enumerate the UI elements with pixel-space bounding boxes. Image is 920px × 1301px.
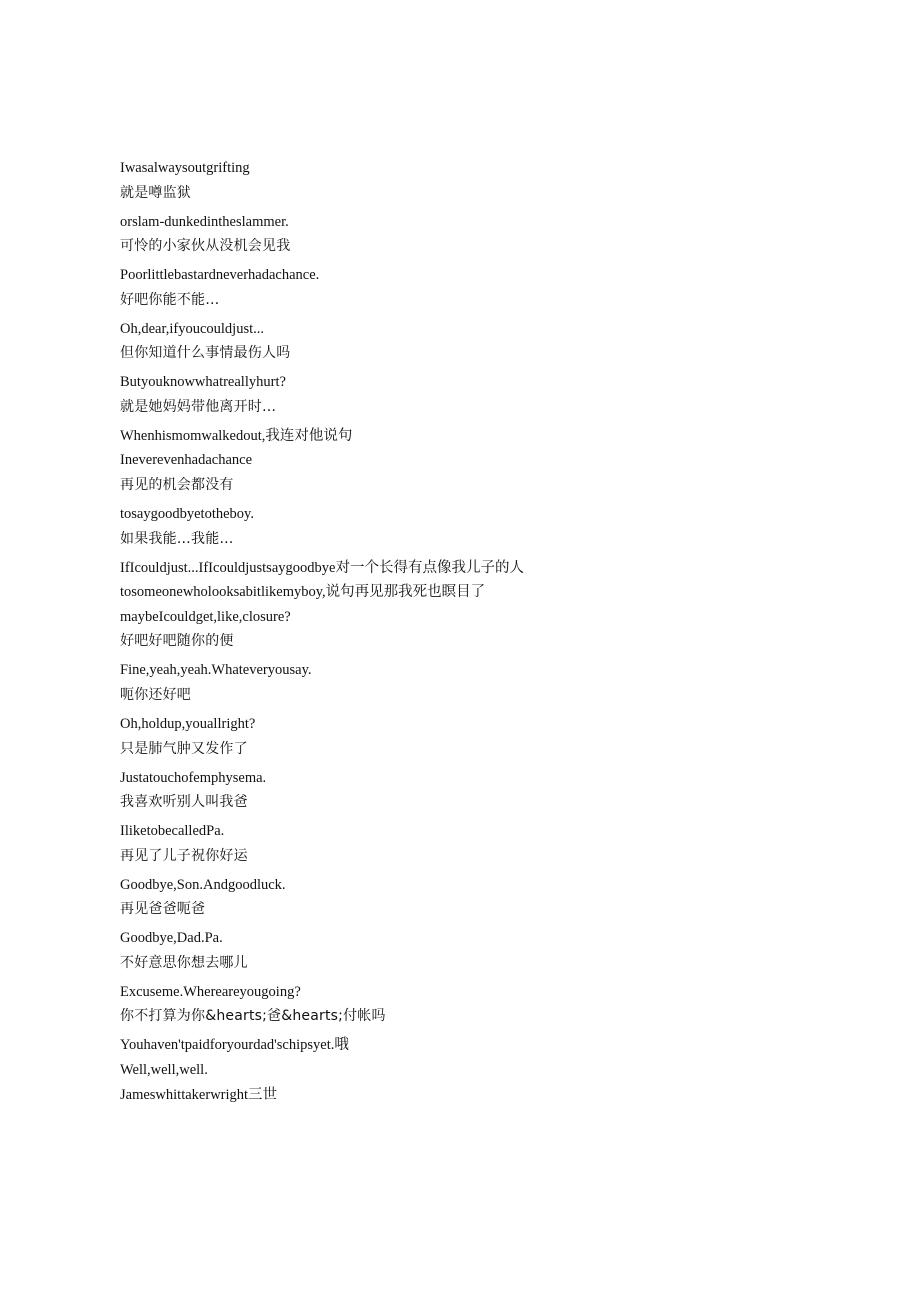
text-line: 好吧你能不能… bbox=[120, 291, 220, 308]
text-line: Justatouchofemphysema. bbox=[120, 769, 267, 786]
text-line: Excuseme.Whereareyougoing? bbox=[120, 983, 301, 1000]
text-line: 好吧好吧随你的便 bbox=[120, 633, 234, 650]
text-line: Well,well,well. bbox=[120, 1062, 208, 1079]
text-line: 但你知道什么事情最伤人吗 bbox=[120, 345, 291, 362]
text-line: Iwasalwaysoutgrifting bbox=[120, 160, 250, 176]
text-line: tosaygoodbyetotheboy. bbox=[120, 506, 254, 523]
text-line: 你不打算为你&hearts;爸&hearts;付帐吗 bbox=[120, 1008, 386, 1025]
text-line: 呃你还好吧 bbox=[120, 687, 191, 703]
text-line: 不好意思你想去哪儿 bbox=[120, 954, 248, 971]
text-line: maybeIcouldget,like,closure? bbox=[120, 608, 291, 625]
text-line: tosomeonewholooksabitlikemyboy,说句再见那我死也瞑目了 bbox=[120, 584, 486, 601]
subtitle-text-body bbox=[120, 156, 550, 1107]
text-line: 就是她妈妈带他离开时… bbox=[120, 398, 277, 415]
text-line: 再见了儿子祝你好运 bbox=[120, 847, 248, 864]
text-line: 如果我能…我能… bbox=[120, 530, 234, 547]
text-line: Goodbye,Dad.Pa. bbox=[120, 930, 223, 947]
text-line: Ineverevenhadachance bbox=[120, 452, 253, 469]
text-line: Jameswhittakerwright三世 bbox=[120, 1086, 278, 1103]
text-line: 就是噂监狱 bbox=[120, 184, 191, 201]
text-line: Whenhismomwalkedout,我连对他说句 bbox=[120, 427, 353, 444]
text-line: Oh,dear,ifyoucouldjust... bbox=[120, 320, 264, 337]
text-line: Goodbye,Son.Andgoodluck. bbox=[120, 876, 286, 893]
text-line: Oh,holdup,youallright? bbox=[120, 715, 256, 732]
text-line: 可怜的小家伙从没机会见我 bbox=[120, 238, 291, 255]
text-line: Fine,yeah,yeah.Whateveryousay. bbox=[120, 662, 312, 679]
text-line: IliketobecalledPa. bbox=[120, 823, 225, 840]
text-line: Youhaven'tpaidforyourdad'schipsyet.哦 bbox=[120, 1037, 349, 1054]
text-line: 我喜欢听别人叫我爸 bbox=[120, 794, 248, 811]
text-line: Butyouknowwhatreallyhurt? bbox=[120, 374, 286, 391]
text-line: 再见的机会都没有 bbox=[120, 477, 234, 494]
text-line: orslam-dunkedintheslammer. bbox=[120, 213, 289, 230]
text-line: 再见爸爸呃爸 bbox=[120, 901, 206, 918]
text-line: 只是肺气肿又发作了 bbox=[120, 740, 248, 757]
text-line: IfIcouldjust...IfIcouldjustsaygoodbye对一个长得有点像我儿子的人 bbox=[120, 559, 524, 576]
text-line: Poorlittlebastardneverhadachance. bbox=[120, 267, 320, 284]
